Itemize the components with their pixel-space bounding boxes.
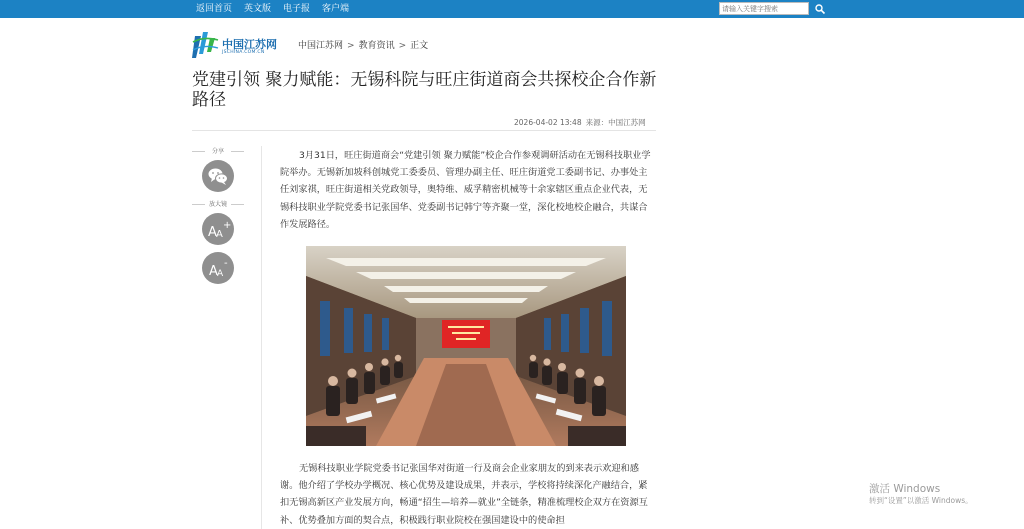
breadcrumb-home[interactable]: 中国江苏网 <box>298 41 344 51</box>
article-paragraph: 3月31日，旺庄街道商会“党建引领 聚力赋能”校企合作参观调研活动在无锡科技职业学院举办。无锡新加坡科创城党工委委员、管理办副主任、旺庄街道党工委副书记、办事处主任刘家祺，旺庄街道相关党政领导，奥特维、威孚精密机械等十余家辖区重点企业代表，无锡科技职业学院党委书记张国华、党委副书记韩宁等齐聚一堂，深化校地校企融合，共谋合作发展路径。 <box>280 150 651 230</box>
top-navigation-bar <box>0 0 1024 18</box>
nav-link-english[interactable]: 英文版 <box>244 4 272 14</box>
font-increase-button[interactable] <box>202 213 234 245</box>
svg-text:A: A <box>208 225 217 240</box>
share-panel-divider <box>261 146 262 529</box>
breadcrumb-category[interactable]: 教育资讯 <box>358 41 395 51</box>
article-datetime: 2026-04-02 13:48 <box>514 118 582 127</box>
svg-text:+: + <box>223 220 232 231</box>
search-input[interactable] <box>719 2 809 15</box>
breadcrumb <box>298 38 428 51</box>
svg-text:A: A <box>217 269 224 279</box>
article-photo <box>306 246 626 446</box>
breadcrumb-current: 正文 <box>410 41 429 51</box>
svg-text:A: A <box>209 264 218 279</box>
site-logo-name: 中国江苏网 <box>222 38 277 51</box>
article-title: 党建引领 聚力赋能：无锡科院与旺庄街道商会共探校企合作新路径 <box>192 70 657 110</box>
site-logo-domain: JSCHINA.COM.CN <box>222 50 265 55</box>
nav-link-app[interactable]: 客户端 <box>322 4 350 14</box>
nav-link-epaper[interactable]: 电子报 <box>283 4 311 14</box>
os-activation-watermark: 激活 Windows <box>869 483 941 495</box>
font-decrease-icon <box>202 252 234 284</box>
svg-text:A: A <box>216 229 223 240</box>
article-meta <box>514 117 646 128</box>
font-increase-icon <box>202 213 234 245</box>
font-decrease-button[interactable] <box>202 252 234 284</box>
article-source: 来源：中国江苏网 <box>585 118 646 127</box>
breadcrumb-separator: > <box>398 41 407 51</box>
nav-link-home[interactable]: 返回首页 <box>196 4 233 14</box>
wechat-icon <box>202 160 234 192</box>
search-icon[interactable] <box>814 3 826 15</box>
top-nav-links <box>196 0 361 18</box>
share-label: 分享 <box>192 146 244 155</box>
os-activation-watermark-hint: 转到“设置”以激活 Windows。 <box>869 496 973 505</box>
title-divider <box>192 130 656 131</box>
zoom-label: 放大镜 <box>192 199 244 208</box>
breadcrumb-separator: > <box>347 41 355 51</box>
meeting-room-image <box>306 246 626 446</box>
wechat-share-button[interactable] <box>202 160 234 192</box>
article-paragraph: 无锡科技职业学院党委书记张国华对街道一行及商会企业家朋友的到来表示欢迎和感谢。他介绍了学校办学概况、核心优势及建设成果，并表示，学校将持续深化产融结合，紧扣无锡高新区产业发展方向，畅通“招生—培养—就业”全链条，精准梳理校企双方在资源互补、优势叠加方面的契合点，积极践行职业院校在强国建设中的使命担 <box>280 463 648 526</box>
svg-text:-: - <box>224 258 228 269</box>
